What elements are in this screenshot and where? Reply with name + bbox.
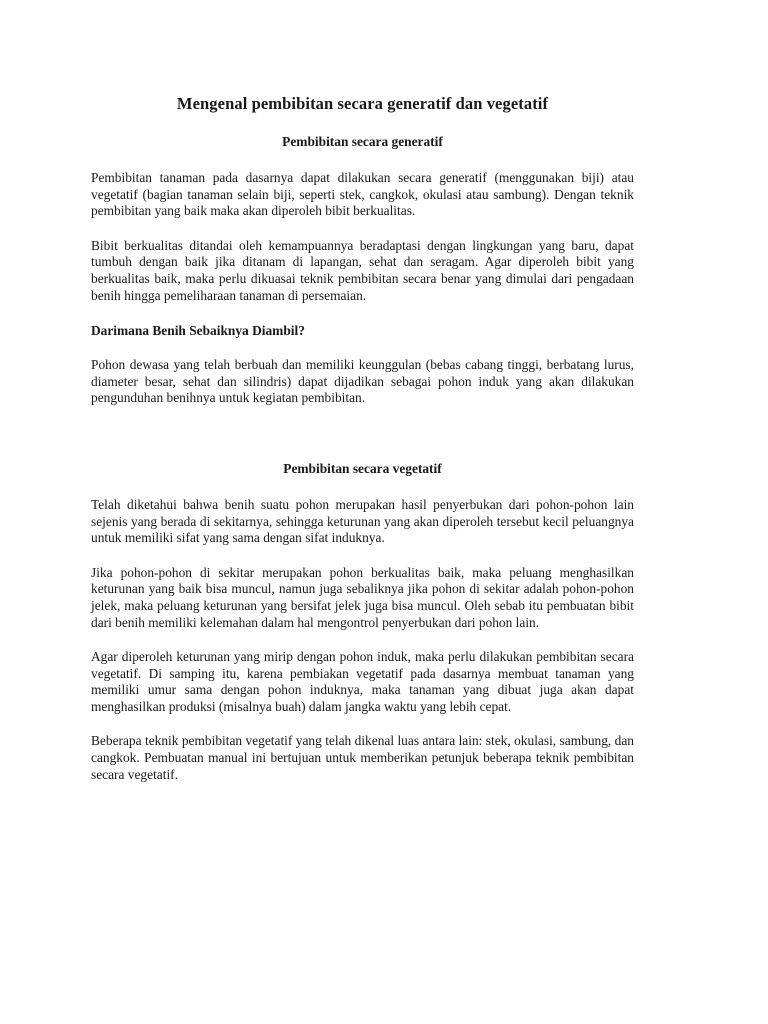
document-content: [91, 94, 634, 783]
paragraph-vegetatif-4: Beberapa teknik pembibitan vegetatif yang telah dikenal luas antara lain: stek, okulasi, sambung, dan cangkok. Pembuatan manual ini bertujuan untuk memberikan petunjuk beberapa teknik pembibitan secara vegetatif.: [91, 733, 634, 782]
paragraph-generatif-2: Bibit berkualitas ditandai oleh kemampuannya beradaptasi dengan lingkungan yang baru, dapat tumbuh dengan baik jika ditanam di lapangan, sehat dan seragam. Agar diperoleh bibit yang berkualitas baik, maka perlu dikuasai teknik pembibitan secara benar yang dimulai dari pengadaan benih hingga pemeliharaan tanaman di persemaian.: [91, 237, 634, 303]
section-heading-generatif: Pembibitan secara generatif: [282, 134, 443, 149]
document-title: Mengenal pembibitan secara generatif dan vegetatif: [176, 94, 549, 113]
section-heading-vegetatif: Pembibitan secara vegetatif: [283, 460, 442, 476]
paragraph-vegetatif-1: Telah diketahui bahwa benih suatu pohon merupakan hasil penyerbukan dari pohon-pohon lain sejenis yang berada di sekitarnya, sehingga keturunan yang akan diperoleh tersebut kecil peluangnya untuk memiliki sifat yang sama dengan sifat induknya.: [91, 496, 634, 546]
paragraph-generatif-1: Pembibitan tanaman pada dasarnya dapat dilakukan secara generatif (menggunakan biji) atau vegetatif (bagian tanaman selain biji, seperti stek, cangkok, okulasi atau sambung). Dengan teknik pembibitan yang baik maka akan diperoleh bibit berkualitas.: [91, 170, 634, 219]
paragraph-vegetatif-2: Jika pohon-pohon di sekitar merupakan pohon berkualitas baik, maka peluang menghasilkan keturunan yang baik bisa muncul, namun juga sebaliknya jika pohon di sekitar adalah pohon-pohon jelek, maka peluang keturunan yang bersifat jelek juga bisa muncul. Oleh sebab itu pembuatan bibit dari benih memiliki kelemahan dalam hal mengontrol penyerbukan dari pohon lain.: [91, 564, 634, 630]
paragraph-darimana: Pohon dewasa yang telah berbuah dan memiliki keunggulan (bebas cabang tinggi, berbatang lurus, diameter besar, sehat dan silindris) dapat dijadikan sebagai pohon induk yang akan dilakukan pengunduhan benihnya untuk kegiatan pembibitan.: [91, 357, 634, 406]
paragraph-vegetatif-3: Agar diperoleh keturunan yang mirip dengan pohon induk, maka perlu dilakukan pembibitan secara vegetatif. Di samping itu, karena pembiakan vegetatif pada dasarnya membuat tanaman yang memiliki umur sama dengan pohon induknya, maka tanaman yang dibuat juga akan dapat menghasilkan produksi (misalnya buah) dalam jangka waktu yang lebih cepat.: [91, 649, 634, 714]
subheading-darimana: Darimana Benih Sebaiknya Diambil?: [91, 323, 305, 339]
